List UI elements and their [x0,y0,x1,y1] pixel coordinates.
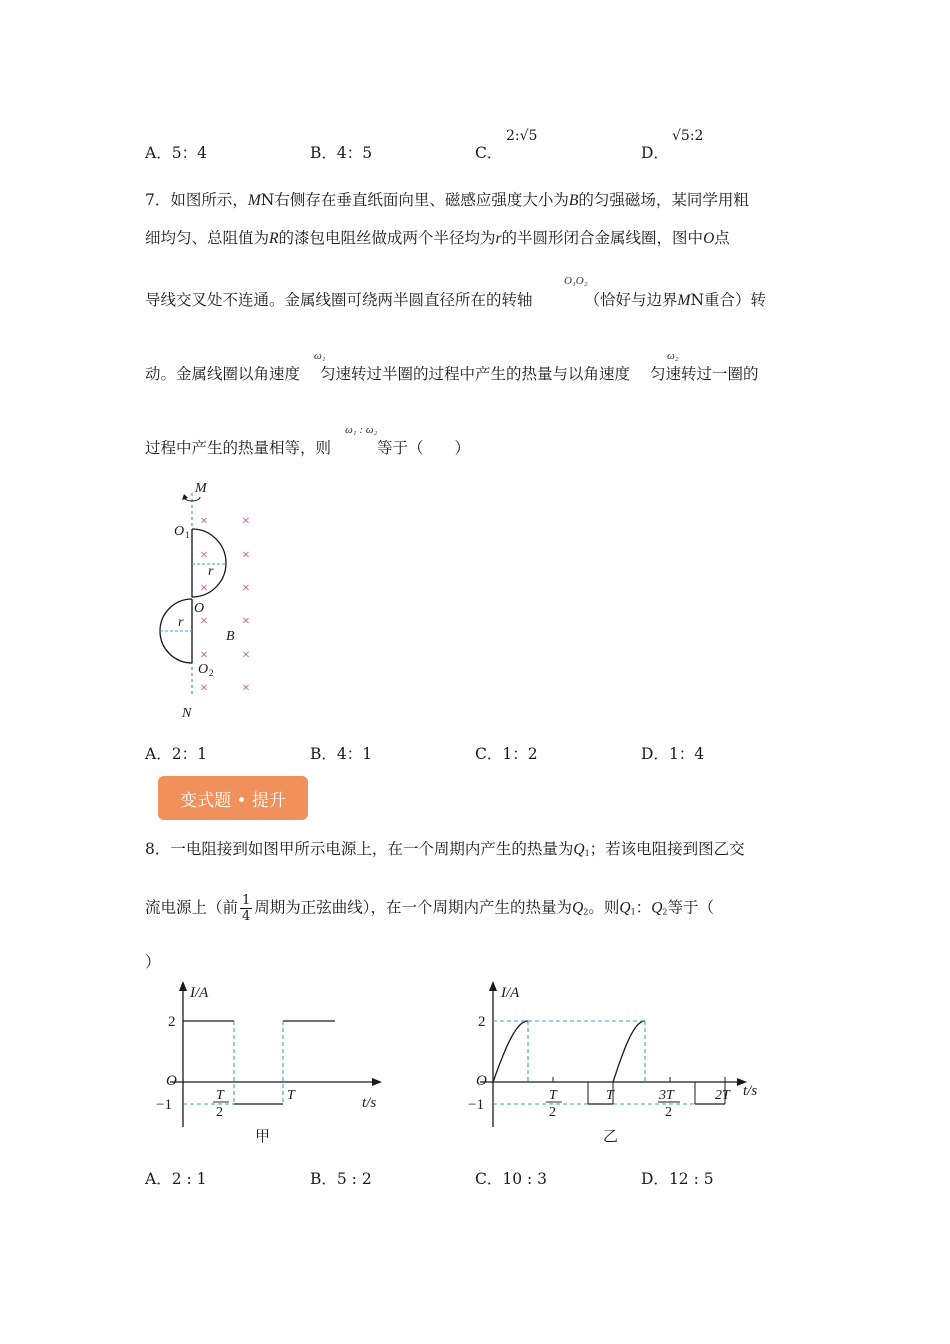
q8-option-c[interactable]: C．10 : 3 [475,1170,548,1188]
q6-option-b[interactable]: B．4：5 [310,144,373,162]
yi-2t: 2T [715,1088,730,1103]
jia-ym1: −1 [156,1097,172,1113]
q7-coil-figure [150,475,280,725]
q7-omega2: ω₂ [667,350,679,362]
cross-mark: × [200,648,208,663]
label-r-lower: r [178,615,184,630]
jia-t-half-den: 2 [216,1105,223,1120]
graph-jia [150,975,400,1150]
label-m: M [195,481,207,496]
yi-3t-half-den: 2 [665,1105,672,1120]
q6-option-c-value: 2:√5 [506,128,538,144]
jia-caption: 甲 [255,1129,271,1145]
cross-mark: × [242,548,250,563]
jia-origin: O [166,1073,177,1089]
q8-line-1: 8．一电阻接到如图甲所示电源上，在一个周期内产生的热量为$Q_1$；若该电阻接到图乙交 [145,840,745,858]
jia-y2: 2 [168,1014,176,1030]
yi-t-half-num: T [549,1088,557,1103]
q7-line-3: 导线交叉处不连通。金属线圈可绕两半圆直径所在的转轴 （恰好与边界MN重合）转 [145,291,767,309]
jia-ylabel: I/A [190,985,209,1001]
yi-ylabel: I/A [501,985,520,1001]
label-o2-sub: 2 [209,668,214,678]
cross-mark: × [200,681,208,696]
yi-t-half-den: 2 [549,1105,556,1120]
cross-mark: × [242,648,250,663]
q7-line-2: 细均匀、总阻值为R的漆包电阻丝做成两个半径均为r的半圆形闭合金属线圈，图中O点 [145,229,730,247]
q7-omega-ratio: ω₁ : ω₂ [345,424,378,436]
label-n: N [182,706,192,721]
yi-ym1: −1 [468,1097,484,1113]
yi-caption: 乙 [603,1129,619,1145]
q7-axis-o1o2: O₁O₂ [564,275,588,287]
q6-option-a[interactable]: A．5：4 [145,144,207,162]
label-o1: O [174,524,185,539]
q6-option-d[interactable]: D． [641,144,669,162]
label-o2: O [198,662,209,677]
yi-3t-half-num: 3T [659,1088,674,1103]
yi-xlabel: t/s [743,1083,758,1099]
q8-line-2: 流电源上（前 $\frac{1}{4}$ 周期为正弦曲线），在一个周期内产生的热量为$Q_2$。则$Q_1$：$Q_2$等于（ [145,893,714,924]
q7-line-1: 7．如图所示，MN右侧存在垂直纸面向里、磁感应强度大小为B的匀强磁场，某同学用粗 [145,191,749,209]
q8-option-b[interactable]: B．5 : 2 [310,1170,372,1188]
q7-line-4: 动。金属线圈以角速度 匀速转过半圈的过程中产生的热量与以角速度 匀速转过一圈的 [145,365,759,383]
q7-option-b[interactable]: B．4：1 [310,745,373,763]
jia-xlabel: t/s [362,1095,377,1111]
q7-option-c[interactable]: C．1：2 [475,745,538,763]
label-b: B [226,629,235,644]
label-r-upper: r [208,564,214,579]
cross-mark: × [200,614,208,629]
jia-t: T [287,1088,295,1103]
cross-mark: × [242,681,250,696]
q8-option-d[interactable]: D．12 : 5 [641,1170,714,1188]
cross-mark: × [200,581,208,596]
cross-mark: × [242,581,250,596]
graph-yi [465,975,775,1150]
q7-line-5: 过程中产生的热量相等，则 等于（ ） [145,439,471,457]
q6-option-d-value: √5:2 [672,128,704,144]
q6-option-c[interactable]: C． [475,144,503,162]
yi-t: T [606,1088,614,1103]
cross-mark: × [200,514,208,529]
cross-mark: × [200,548,208,563]
q8-line-3: ） [145,953,161,971]
jia-t-half-num: T [216,1088,224,1103]
q7-option-a[interactable]: A．2：1 [145,745,207,763]
quarter-fraction: $\frac{1}{4}$ [242,893,251,924]
variant-badge: 变式题 • 提升 [158,776,308,820]
yi-origin: O [476,1073,487,1089]
cross-mark: × [242,614,250,629]
yi-y2: 2 [478,1014,486,1030]
label-o1-sub: 1 [185,530,190,540]
q7-option-d[interactable]: D．1：4 [641,745,705,763]
q8-option-a[interactable]: A．2 : 1 [145,1170,207,1188]
label-o: O [194,601,205,616]
cross-mark: × [242,514,250,529]
q7-omega1: ω₁ [314,350,326,362]
